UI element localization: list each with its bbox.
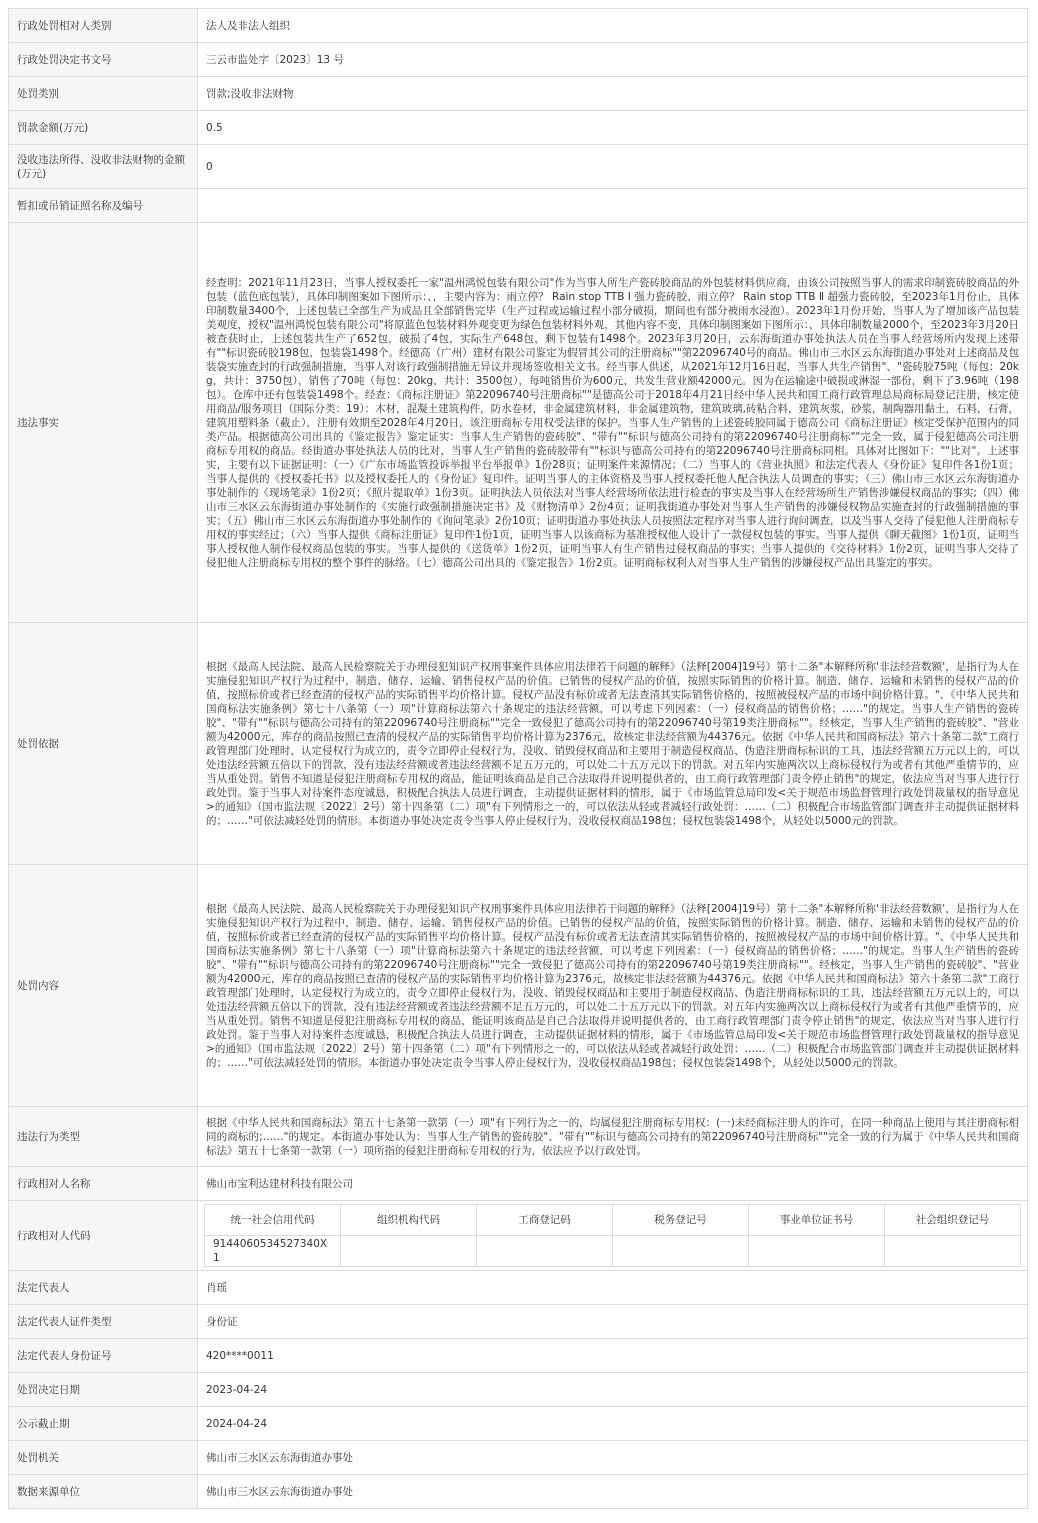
row-id-type bbox=[9, 1305, 1028, 1339]
party-code-table bbox=[204, 1204, 1021, 1267]
label-facts: 违法事实 bbox=[9, 223, 198, 623]
value-basis: 根据《最高人民法院、最高人民检察院关于办理侵犯知识产权刑事案件具体应用法律若干问题的解释》（法释[2004]19号）第十二条"本解释所称'非法经营数额'，是指行为人在实施侵犯知识产权行为过程中，制造、储存、运输、销售侵权产品的价值。已销售的侵权产品的价值，按照实际销售的价格计算。制造、储存、运输和未销售的侵权产品的价值，按照标价或者已经查清的侵权产品的实际销售平均价格计算。侵权产品没有标价或者无法查清其实际销售价格的，按照被侵权产品的市场中间价格计算。"、《中华人民共和国商标法实施条例》第七十八条第（一）项"计算商标法第六十条规定的违法经营额，可以考虑下列因素：（一）侵权商品的销售价格；……"的规定。当事人生产销售的瓷砖胶"、"带有""标识与德高公司持有的第22096740号注册商标""完全一致侵犯了德高公司持有的第22096740号第19类注册商标""。经核定，当事人生产销售的瓷砖胶"、"营业额为42000元，库存的商品按照已查清的侵权产品的实际销售平均价格计算为2376元，故核定非法经营额为44376元。依据《中华人民共和国商标法》第六十条第二款"工商行政管理部门处理时，认定侵权行为成立的，责令立即停止侵权行为，没收、销毁侵权商品和主要用于制造侵权商品、伪造注册商标标识的工具，违法经营额五万元以上的，可以处违法经营额五倍以下的罚款，没有违法经营额或者违法经营额不足五万元的，可以处二十五万元以下的罚款。对五年内实施两次以上商标侵权行为或者有其他严重情节的，应当从重处罚。销售不知道是侵犯注册商标专用权的商品，能证明该商品是自己合法取得并说明提供者的，由工商行政管理部门责令停止销售"的规定，依法应当对当事人进行行政处罚。鉴于当事人对待案件态度诚恳，积极配合执法人员进行调查，主动提供证据材料的情形，属于《市场监管总局印发<关于规范市场监督管理行政处罚裁量权的指导意见>的通知》（国市监法规〔2022〕2号）第十四条第（二）项"有下列情形之一的，可以依法从轻或者减轻行政处罚：……（二）积极配合市场监管部门调查并主动提供证据材料的；……"可依法减轻处罚的情形。本街道办事处决定责令当事人停止侵权行为，没收侵权商品198包；侵权包装袋1498个，从轻处以5000元的罚款。 bbox=[198, 623, 1028, 865]
row-source-unit bbox=[9, 1475, 1028, 1509]
value-source-unit: 佛山市三水区云东海街道办事处 bbox=[198, 1475, 1028, 1509]
label-content: 处罚内容 bbox=[9, 865, 198, 1107]
label-legal-rep: 法定代表人 bbox=[9, 1271, 198, 1305]
row-authority bbox=[9, 1441, 1028, 1475]
label-category: 行政处罚相对人类别 bbox=[9, 9, 198, 43]
code-value-credit: 9144060534527340X1 bbox=[205, 1236, 341, 1267]
row-legal-rep bbox=[9, 1271, 1028, 1305]
penalty-info-table bbox=[8, 8, 1028, 1509]
value-confiscation: 0 bbox=[198, 145, 1028, 189]
row-category bbox=[9, 9, 1028, 43]
code-value-social-org bbox=[885, 1236, 1021, 1267]
value-party-name: 佛山市宝利达建材科技有限公司 bbox=[198, 1167, 1028, 1201]
value-id-type: 身份证 bbox=[198, 1305, 1028, 1339]
party-code-cell bbox=[198, 1201, 1028, 1271]
label-authority: 处罚机关 bbox=[9, 1441, 198, 1475]
row-confiscation bbox=[9, 145, 1028, 189]
label-basis: 处罚依据 bbox=[9, 623, 198, 865]
label-confiscation: 没收违法所得、没收非法财物的金额(万元) bbox=[9, 145, 198, 189]
label-party-code: 行政相对人代码 bbox=[9, 1201, 198, 1271]
value-id-no: 420****0011 bbox=[198, 1339, 1028, 1373]
value-doc-no: 三云市监处字〔2023〕13 号 bbox=[198, 43, 1028, 77]
row-penalty-type bbox=[9, 77, 1028, 111]
label-source-unit: 数据来源单位 bbox=[9, 1475, 198, 1509]
row-violation-type bbox=[9, 1107, 1028, 1167]
value-facts: 经查明：2021年11月23日，当事人授权委托一家"温州鸿悦包装有限公司"作为当事人所生产瓷砖胶商品的外包装材料供应商，由该公司按照当事人的需求印制瓷砖胶商品的外包装（蓝色底包装），具体印制图案如下图所示：、，主要内容为：雨立停？ Rain stop TTB Ⅰ 强力瓷砖胶、雨立停？ Rain stop TTB Ⅱ 超强力瓷砖胶，至2023年1月份止，具体印制数量3400个，上述包装已全部生产为成品且全部销售完毕（生产过程或运输过程小部分破损，期间也有部分被雨水浸泡）。2023年1月份开始，当事人为了增加该产品包装美观度，授权"温州鸿悦包装有限公司"将原蓝色包装材料外观变更为绿色包装材料外观，其他内容不变，具体印制图案如下图所示：，具体印制数量2000个，至2023年3月20日被查获时止，上述包装共生产了652包，破损了4包，实际生产648包，剩下包装有1498个。2023年3月20日，云东海街道办事处执法人员在当事人经营场所内发现上述带有""标识瓷砖胶198包，包装袋1498个。经德高（广州）建材有限公司鉴定为假冒其公司的注册商标""第22096740号的商品。佛山市三水区云东海街道办事处对上述商品及包装袋实施查封的行政强制措施，当事人对该行政强制措施无异议并现场签收相关文书。经当事人供述，从2021年12月16日起，当事人共生产销售"、"瓷砖胶75吨（每包：20kg，共计：3750包），销售了70吨（每包：20kg，共计：3500包），每吨销售价为600元，共发生营业额42000元。因为在运输途中破损或淋湿一部份，剩下了3.96吨（198包）。仓库中还有包装袋1498个。经查：《商标注册证》第22096740号注册商标""是德高公司于2018年4月21日经中华人民共和国工商行政管理总局商标局登记注册，核定使用商品/服务项目（国际分类：19）：木材，混凝土建筑构件，防水卷材，非金属建筑材料，非金属建筑物，建筑玻璃,砖粘合料，建筑灰浆，砂浆，制陶器用黏土，石料，石膏，建筑用塑料条（截止），注册有效期至2028年4月20日，该注册商标专用权受法律的保护。当事人生产销售的上述瓷砖胶同属于德高公司《商标注册证》核定受保护范围内的同类产品。根据德高公司出具的《鉴定报告》鉴定证实：当事人生产销售的瓷砖胶"、"带有""标识与德高公司持有的第22096740号注册商标""完全一致，属于侵犯德高公司注册商标专用权的商品。经街道办事处执法人员的比对，当事人生产销售的瓷砖胶带有""标识与德高公司持有的第22096740号注册商标同相。具体对比图如下：""比对"。上述事实，主要有以下证据证明：（一）《广东市场监管投诉举报平台举报单》1份28页；证明案件来源情况；（二）当事人的《营业执照》和法定代表人《身份证》复印件各1份1页；当事人提供的《授权委托书》以及授权委托人的《身份证》复印件。证明当事人的主体资格及当事人授权委托他人配合执法人员调查的事实；（三）佛山市三水区云东海街道办事处制作的《现场笔录》1份2页；《照片提取单》1份3页。证明执法人员依法对当事人经营场所依法进行检查的事实及当事人在经营场所生产销售涉嫌侵权商品的事实;（四）佛山市三水区云东海街道办事处制作的《实施行政强制措施决定书》及《财物清单》2份4页；证明我街道办事处对当事人生产销售的涉嫌侵权物品实施查封的行政强制措施的事实；（五）佛山市三水区云东海街道办事处制作的《询问笔录》2份10页；证明街道办事处执法人员按照法定程序对当事人进行询问调查，以及当事人交待了侵犯他人注册商标专用权的事实经过；（六）当事人提供《商标注册证》复印件1份1页，证明当事人以该商标为基准授权他人设计了一款侵权包装的事实。当事人提供《聊天截图》1份1页，证明当事人授权他人制作侵权商品包装的事实。当事人提供的《送货单》1份2页，证明当事人有生产销售过侵权商品的事实；当事人提供的《交待材料》1份2页，证明当事人交待了侵犯他人注册商标专用权的整个事件的脉络。（七）德高公司出具的《鉴定报告》1份2页。证明商标权利人对当事人生产销售的涉嫌侵权产品出具鉴定的事实。 bbox=[198, 223, 1028, 623]
label-id-type: 法定代表人证件类型 bbox=[9, 1305, 198, 1339]
code-value-business bbox=[477, 1236, 613, 1267]
party-code-header-row bbox=[205, 1205, 1021, 1236]
row-fine bbox=[9, 111, 1028, 145]
row-doc-no bbox=[9, 43, 1028, 77]
label-violation-type: 违法行为类型 bbox=[9, 1107, 198, 1167]
penalty-info-panel bbox=[8, 8, 1028, 1509]
code-value-org bbox=[341, 1236, 477, 1267]
value-legal-rep: 肖瑶 bbox=[198, 1271, 1028, 1305]
party-code-value-row bbox=[205, 1236, 1021, 1267]
row-facts bbox=[9, 223, 1028, 623]
label-license: 暂扣或吊销证照名称及编号 bbox=[9, 189, 198, 223]
row-basis bbox=[9, 623, 1028, 865]
row-content bbox=[9, 865, 1028, 1107]
label-id-no: 法定代表人身份证号 bbox=[9, 1339, 198, 1373]
label-party-name: 行政相对人名称 bbox=[9, 1167, 198, 1201]
code-header-social-org: 社会组织登记号 bbox=[885, 1205, 1021, 1236]
value-violation-type: 根据《中华人民共和国商标法》第五十七条第一款第（一）项"有下列行为之一的，均属侵犯注册商标专用权：(一)未经商标注册人的许可，在同一种商品上使用与其注册商标相同的商标的;……"的规定。本街道办事处认为：当事人生产销售的瓷砖胶"、"带有""标识与德高公司持有的第22096740号注册商标""完全一致的行为属于《中华人民共和国商标法》第五十七条第一款第（一）项所指的侵犯注册商标专用权的行为，依法应予以行政处罚。 bbox=[198, 1107, 1028, 1167]
code-header-business: 工商登记码 bbox=[477, 1205, 613, 1236]
value-category: 法人及非法人组织 bbox=[198, 9, 1028, 43]
row-party-name bbox=[9, 1167, 1028, 1201]
row-decision-date bbox=[9, 1373, 1028, 1407]
row-license bbox=[9, 189, 1028, 223]
label-fine: 罚款金额(万元) bbox=[9, 111, 198, 145]
value-license bbox=[198, 189, 1028, 223]
label-penalty-type: 处罚类别 bbox=[9, 77, 198, 111]
row-publish-end bbox=[9, 1407, 1028, 1441]
value-fine: 0.5 bbox=[198, 111, 1028, 145]
code-value-institution bbox=[749, 1236, 885, 1267]
label-doc-no: 行政处罚决定书文号 bbox=[9, 43, 198, 77]
code-header-tax: 税务登记号 bbox=[613, 1205, 749, 1236]
label-decision-date: 处罚决定日期 bbox=[9, 1373, 198, 1407]
value-publish-end: 2024-04-24 bbox=[198, 1407, 1028, 1441]
value-decision-date: 2023-04-24 bbox=[198, 1373, 1028, 1407]
value-penalty-type: 罚款;没收非法财物 bbox=[198, 77, 1028, 111]
code-header-credit: 统一社会信用代码 bbox=[205, 1205, 341, 1236]
label-publish-end: 公示截止期 bbox=[9, 1407, 198, 1441]
code-value-tax bbox=[613, 1236, 749, 1267]
value-content: 根据《最高人民法院、最高人民检察院关于办理侵犯知识产权刑事案件具体应用法律若干问题的解释》（法释[2004]19号）第十二条"本解释所称'非法经营数额'，是指行为人在实施侵犯知识产权行为过程中，制造、储存、运输、销售侵权产品的价值。已销售的侵权产品的价值，按照实际销售的价格计算。制造、储存、运输和未销售的侵权产品的价值，按照标价或者已经查清的侵权产品的实际销售平均价格计算。侵权产品没有标价或者无法查清其实际销售价格的，按照被侵权产品的市场中间价格计算。"、《中华人民共和国商标法实施条例》第七十八条第（一）项"计算商标法第六十条规定的违法经营额，可以考虑下列因素：（一）侵权商品的销售价格；……"的规定。当事人生产销售的瓷砖胶"、"带有""标识与德高公司持有的第22096740号注册商标""完全一致侵犯了德高公司持有的第22096740号第19类注册商标""。经核定，当事人生产销售的瓷砖胶"、"营业额为42000元，库存的商品按照已查清的侵权产品的实际销售平均价格计算为2376元，故核定非法经营额为44376元。依据《中华人民共和国商标法》第六十条第二款"工商行政管理部门处理时，认定侵权行为成立的，责令立即停止侵权行为，没收、销毁侵权商品和主要用于制造侵权商品、伪造注册商标标识的工具，违法经营额五万元以上的，可以处违法经营额五倍以下的罚款，没有违法经营额或者违法经营额不足五万元的，可以处二十五万元以下的罚款。对五年内实施两次以上商标侵权行为或者有其他严重情节的，应当从重处罚。销售不知道是侵犯注册商标专用权的商品，能证明该商品是自己合法取得并说明提供者的，由工商行政管理部门责令停止销售"的规定，依法应当对当事人进行行政处罚。鉴于当事人对待案件态度诚恳，积极配合执法人员进行调查，主动提供证据材料的情形，属于《市场监管总局印发<关于规范市场监督管理行政处罚裁量权的指导意见>的通知》（国市监法规〔2022〕2号）第十四条第（二）项"有下列情形之一的，可以依法从轻或者减轻行政处罚：……（二）积极配合市场监管部门调查并主动提供证据材料的；……"可依法减轻处罚的情形。本街道办事处决定责令当事人停止侵权行为，没收侵权商品198包；侵权包装袋1498个，从轻处以5000元的罚款。 bbox=[198, 865, 1028, 1107]
code-header-org: 组织机构代码 bbox=[341, 1205, 477, 1236]
row-id-no bbox=[9, 1339, 1028, 1373]
code-header-institution: 事业单位证书号 bbox=[749, 1205, 885, 1236]
value-authority: 佛山市三水区云东海街道办事处 bbox=[198, 1441, 1028, 1475]
row-party-code bbox=[9, 1201, 1028, 1271]
